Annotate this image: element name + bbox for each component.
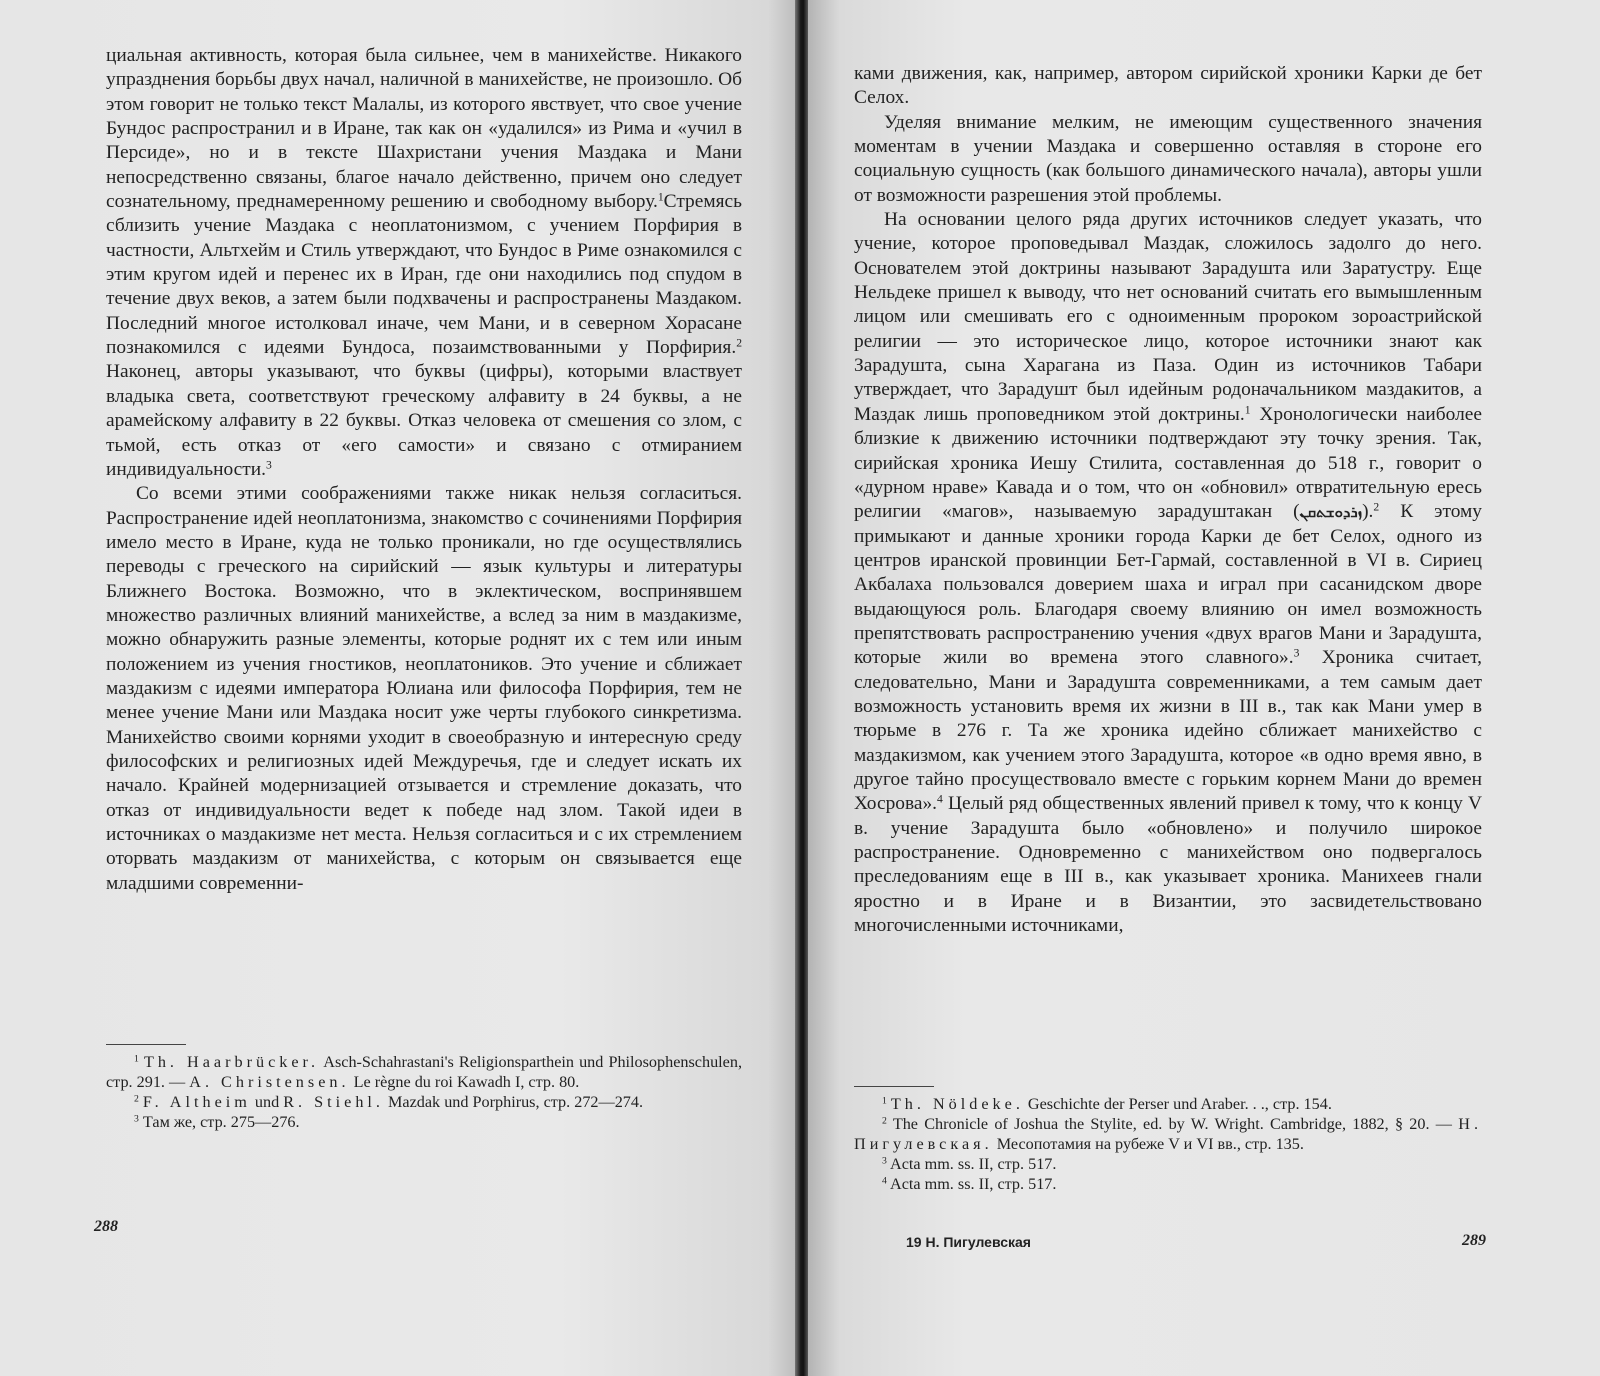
footnote-marker: 2 — [736, 336, 742, 350]
footnote-marker: 3 — [1293, 646, 1300, 660]
syriac-word: ܙܪܕܘܫܬܩܢ — [1299, 503, 1363, 522]
footnote-rule — [106, 1044, 186, 1045]
paragraph: циальная активность, которая была сильнее, чем в манихействе. Никакого упразднения борьбы двух начал, наличной в манихействе, не произошло. Об этом говорит не только текст Малалы, из которого явствует, что свое учение Бундос распространил и в Иране, так как он «удалился» из Рима и «учил в Персиде», но и в тексте Шахристани учения Маздака и Мани непосредственно связаны, благое начало действенно, причем оно следует сознательному, преднамеренному решению и свободному выбору.$^1$Стремясь сблизить учение Маздака с неоплатонизмом, с учением Порфирия в частности, Альтхейм и Стиль утверждают, что Бундос в Риме ознакомился с этим кругом идей и перенес их в Иран, где они находились под спудом в течение двух веков, а затем были подхвачены и распространены Маздаком. Последний многое истолковал иначе, чем Мани, и в северном Хорасане познакомился с идеями Бундоса, позаимствованными у Порфирия.$^2$ Наконец, авторы указывают, что буквы (цифры), которыми властвует владыка света, соответствуют греческому алфавиту в 24 буквы, а не арамейскому алфавиту в 22 буквы. Отказ человека от смешения со злом, с тьмой, есть отказ от «его самости» и связано с отмиранием индивидуальности.$^3$ — [106, 45, 742, 480]
paragraph: ками движения, как, например, автором сирийской хроники Карки де бет Селох. — [854, 63, 1482, 109]
footnote-marker: 1 — [1244, 403, 1251, 417]
paragraph: На основании целого ряда других источников следует указать, что учение, которое проповедывал Маздак, сложилось задолго до него. Основателем этой доктрины называют Зарадушта или Заратустру. Еще Нельдеке пришел к выводу, что нет оснований считать его вымышленным лицом или смешивать его с одноименным пророком зороастрийской религии — это историческое лицо, которое источники знают как Зарадушта, сына Харагана из Паза. Один из источников Табари утверждает, что Зарадушт был идейным родоначальником маздакитов, а Маздак лишь проповедником этой доктрины.$^1$ Хронологически наиболее близкие к движению источники подтверждают эту точку зрения. Так, сирийская хроника Иешу Стилита, составленная до 518 г., говорит о «дурном нраве» Кавада и о том, что он «обновил» отвратительную ересь религии «магов», называемую зарадуштакан (ܙܪܕܘܫܬܩܢ).$^2$ К этому примыкают и данные хроники города Карки де бет Селох, одного из центров иранской провинции Бет-Гармай, составленной в VI в. Сириец Акбалаха пользовался доверием шаха и играл при сасанидском дворе выдающуюся роль. Благодаря своему влиянию он имел возможность препятствовать распространению учения «двух врагов Мани и Зарадушта, которые жили во времена этого славного».$^3$ Хроника считает, следовательно, Мани и Зарадушта современниками, а тем самым дает возможность установить время их жизни в III в., так как Мани умер в тюрьме в 276 г. Та же хроника идейно сближает манихейство с маздакизмом, как учением этого Зарадушта, которое «в одно время явно, в другое тайно просуществовало вместе с горьким корнем Мани до времен Хосрова».$^4$ Целый ряд общественных явлений привел к тому, что к концу V в. учение Зарадушта было «обновлено» и получило широкое распространение. Одновременно с манихейством оно подвергалось преследованиям еще в III в., как указывает хроника. Манихеев гнали яростно и в Иране и в Византии, это засвидетельствовано многочисленными источниками, — [854, 209, 1482, 937]
footnote-marker: 1 — [657, 190, 664, 204]
left-footnotes — [106, 1052, 742, 1132]
footnote-marker: 3 — [266, 458, 272, 472]
footnote-marker: 2 — [1373, 500, 1380, 514]
footnote: $^2$ F. Altheim und R. Stiehl. Mazdak und Porphirus, стр. 272—274. — [134, 1093, 644, 1111]
footnote: $^2$ The Chronicle of Joshua the Stylite, ed. by W. Wright. Cambridge, 1882, § 20. — Н. Пигулевская. Месопотамия на рубеже V и VI вв., стр. 135. — [854, 1115, 1482, 1153]
page-number: 288 — [94, 1218, 118, 1235]
footnote: $^1$ Th. Nöldeke. Geschichte der Perser und Araber. . ., стр. 154. — [882, 1095, 1332, 1113]
right-page-body — [854, 62, 1482, 938]
footnote-marker: 4 — [937, 792, 943, 806]
footnote: $^3$ Acta mm. ss. II, стр. 517. — [882, 1155, 1057, 1173]
footnote: $^3$ Там же, стр. 275—276. — [134, 1113, 300, 1131]
right-footnotes — [854, 1094, 1482, 1194]
footnote: $^1$ Th. Haarbrücker. Asch-Schahrastani's Religionsparthein und Philosophenschulen, стр. 291. — A. Christensen. Le règne du roi Kawadh I, стр. 80. — [106, 1053, 742, 1091]
paragraph: Уделяя внимание мелким, не имеющим существенного значения моментам в учении Маздака и совершенно оставляя в стороне его социальную сущность (как большого динамического начала), авторы ушли от возможности разрешения этой проблемы. — [854, 111, 1482, 206]
printer-signature: 19 Н. Пигулевская — [906, 1234, 1031, 1250]
paragraph: Со всеми этими соображениями также никак нельзя согласиться. Распространение идей неоплатонизма, знакомство с сочинениями Порфирия имело место в Иране, куда не только проникали, но где осуществлялись переводы с греческого на сирийский — язык культуры и литературы Ближнего Востока. Возможно, что в эклектическом, воспринявшем множество различных влияний манихействе, а вслед за ним в маздакизме, можно обнаружить разные элементы, которые роднят их с тем или иным положением из учения гностиков, неоплатоников. Это учение и сближает маздакизм с идеями императора Юлиана или философа Порфирия, тем не менее учение Мани или Маздака носит уже черты глубокого синкретизма. Манихейство своими корнями уходит в своеобразную и интересную среду философских и религиозных идей Междуречья, где и следует искать их начало. Крайней модернизацией отзывается и стремление доказать, что отказ от индивидуальности ведет к победе над злом. Такой идеи в источниках о маздакизме нет места. Нельзя согласиться и с их стремлением оторвать маздакизм от манихейства, с которым он связывается еще младшими современни- — [106, 483, 742, 894]
left-page-body — [106, 44, 742, 896]
footnote: $^4$ Acta mm. ss. II, стр. 517. — [882, 1175, 1057, 1193]
page-number: 289 — [1462, 1232, 1486, 1249]
book-gutter — [795, 0, 809, 1376]
footnote-rule — [854, 1086, 934, 1087]
